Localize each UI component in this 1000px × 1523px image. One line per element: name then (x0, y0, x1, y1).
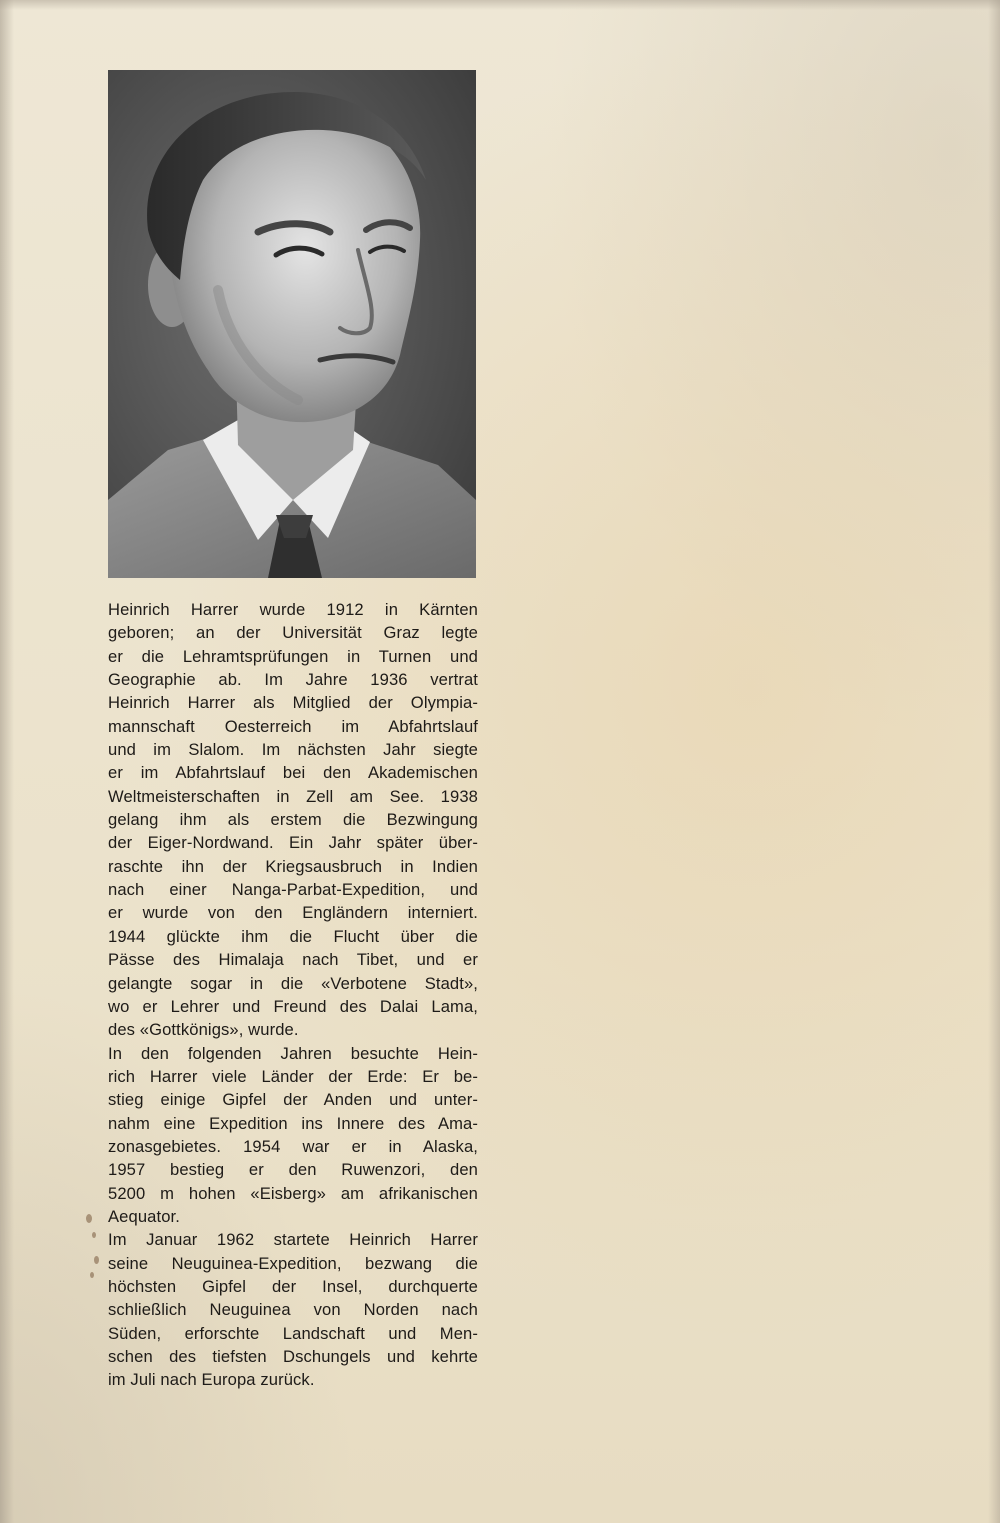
biography-line: und im Slalom. Im nächsten Jahr siegte (108, 740, 478, 760)
author-biography (108, 598, 478, 1392)
biography-line: mannschaft Oesterreich im Abfahrtslauf (108, 716, 478, 736)
biography-line: rich Harrer viele Länder der Erde: Er be- (108, 1066, 478, 1086)
biography-line: Aequator. (108, 1206, 180, 1226)
biography-paragraph (108, 1228, 478, 1391)
biography-line: Geographie ab. Im Jahre 1936 vertrat (108, 670, 478, 690)
paper-stain (90, 1272, 94, 1278)
biography-line: raschte ihn der Kriegsausbruch in Indien (108, 856, 478, 876)
biography-line: er wurde von den Engländern interniert. (108, 903, 478, 923)
paper-stain (86, 1214, 92, 1223)
biography-line: gelang ihm als erstem die Bezwingung (108, 810, 478, 830)
biography-line: In den folgenden Jahren besuchte Hein- (108, 1043, 478, 1063)
biography-line: Heinrich Harrer als Mitglied der Olympia- (108, 693, 478, 713)
biography-line: Weltmeisterschaften in Zell am See. 1938 (108, 786, 478, 806)
biography-line: 5200 m hohen «Eisberg» am afrikanischen (108, 1183, 478, 1203)
cover-edge-wear-right (988, 0, 1000, 1523)
biography-line: gelangte sogar in die «Verbotene Stadt», (108, 973, 478, 993)
cover-edge-wear-top (0, 0, 1000, 10)
author-portrait-photo (108, 70, 476, 578)
cover-edge-wear-left (0, 0, 14, 1523)
biography-line: des «Gottkönigs», wurde. (108, 1020, 299, 1040)
biography-line: wo er Lehrer und Freund des Dalai Lama, (108, 996, 478, 1016)
paper-stain (92, 1232, 96, 1238)
biography-line: Süden, erforschte Landschaft und Men- (108, 1323, 478, 1343)
biography-line: im Juli nach Europa zurück. (108, 1370, 315, 1390)
biography-line: er im Abfahrtslauf bei den Akademischen (108, 763, 478, 783)
biography-line: schließlich Neuguinea von Norden nach (108, 1300, 478, 1320)
biography-line: er die Lehramtsprüfungen in Turnen und (108, 646, 478, 666)
biography-line: Im Januar 1962 startete Heinrich Harrer (108, 1230, 478, 1250)
biography-line: Pässe des Himalaja nach Tibet, und er (108, 950, 478, 970)
biography-line: Heinrich Harrer wurde 1912 in Kärnten (108, 600, 478, 619)
biography-line: 1944 glückte ihm die Flucht über die (108, 926, 478, 946)
biography-line: nahm eine Expedition ins Innere des Ama- (108, 1113, 478, 1133)
biography-line: 1957 bestieg er den Ruwenzori, den (108, 1160, 478, 1180)
biography-line: der Eiger-Nordwand. Ein Jahr später über- (108, 833, 478, 853)
biography-line: geboren; an der Universität Graz legte (108, 623, 478, 643)
biography-line: schen des tiefsten Dschungels und kehrte (108, 1347, 478, 1366)
biography-paragraph (108, 598, 478, 1042)
biography-line: zonasgebietes. 1954 war er in Alaska, (108, 1136, 478, 1156)
biography-line: seine Neuguinea-Expedition, bezwang die (108, 1253, 478, 1273)
biography-paragraph (108, 1042, 478, 1229)
biography-line: höchsten Gipfel der Insel, durchquerte (108, 1276, 478, 1296)
paper-stain (94, 1256, 99, 1264)
biography-line: nach einer Nanga-Parbat-Expedition, und (108, 880, 478, 900)
biography-line: stieg einige Gipfel der Anden und unter- (108, 1090, 478, 1110)
